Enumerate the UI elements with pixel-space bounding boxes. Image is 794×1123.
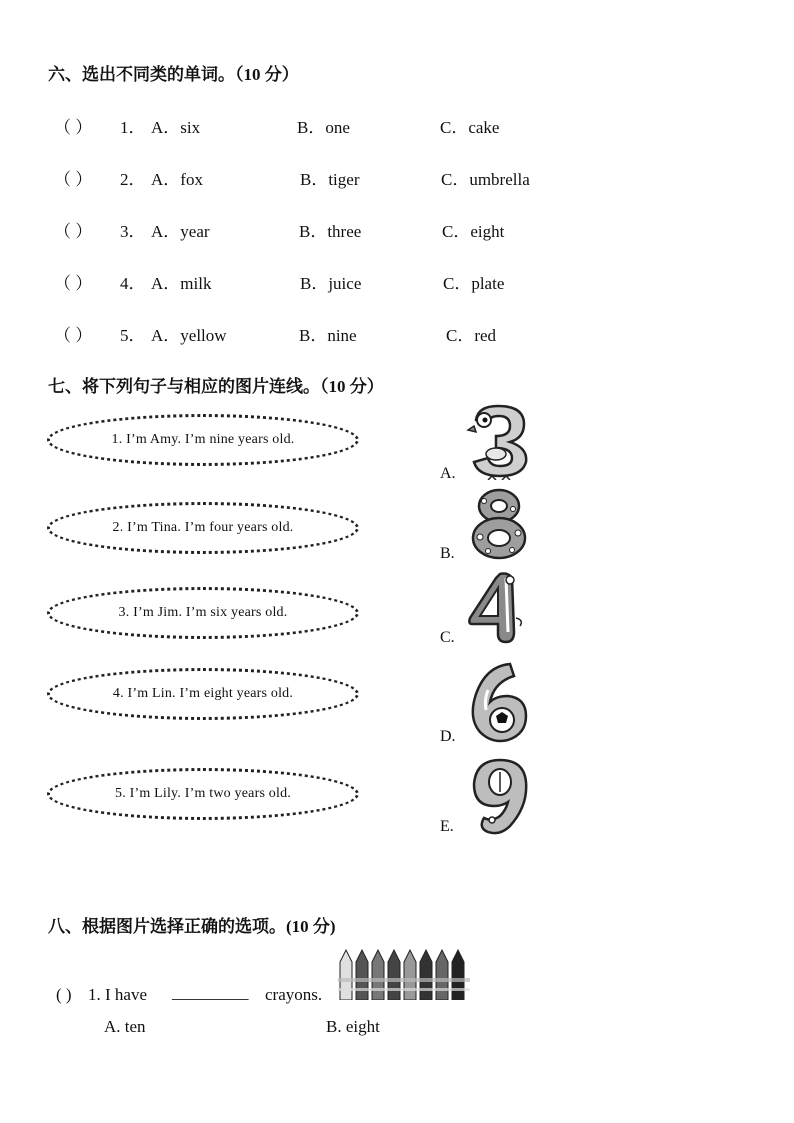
option-c: C．plate	[443, 274, 505, 293]
sentence-text: 4. I’m Lin. I’m eight years old.	[112, 686, 294, 701]
answer-blank[interactable]: _________	[172, 983, 249, 1002]
sentence-text: 1. I’m Amy. I’m nine years old.	[111, 432, 295, 447]
option-a: A．year	[151, 222, 210, 241]
option-c: C．red	[446, 326, 497, 345]
option-b: B．juice	[300, 274, 362, 293]
option-a: A．yellow	[151, 326, 227, 345]
option-c: C．cake	[440, 118, 500, 137]
option-b: B．tiger	[300, 170, 360, 189]
option-a: A. ten	[104, 1017, 146, 1036]
sentence-oval-2[interactable]	[47, 502, 359, 554]
option-a: A．milk	[151, 274, 212, 293]
answer-paren[interactable]: （ ）	[54, 274, 93, 293]
picture-label-d: D.	[440, 728, 456, 745]
sentence-text: 3. I’m Jim. I’m six years old.	[118, 605, 288, 620]
sentence-oval-4[interactable]	[47, 668, 359, 720]
section-8-heading: 八、根据图片选择正确的选项。(10 分)	[48, 917, 336, 936]
sentence-text: 5. I’m Lily. I’m two years old.	[115, 786, 291, 801]
question-number: 4．	[120, 274, 146, 293]
option-c: C．eight	[442, 222, 505, 241]
question-number: 5．	[120, 326, 146, 345]
sentence-oval-1[interactable]	[47, 414, 359, 466]
option-a: A．six	[151, 118, 201, 137]
number-6-ball-icon[interactable]	[466, 660, 532, 744]
question-stem: 1. I have	[88, 985, 148, 1004]
option-a: A．fox	[151, 170, 203, 189]
sentence-oval-5[interactable]	[47, 768, 359, 820]
question-tail: crayons.	[265, 985, 323, 1004]
picture-label-c: C.	[440, 629, 455, 646]
picture-label-b: B.	[440, 545, 455, 562]
section-7-heading: 七、将下列句子与相应的图片连线。（10 分）	[48, 377, 384, 396]
number-8-icon[interactable]	[468, 487, 530, 561]
option-b: B．one	[297, 118, 350, 137]
picture-label-e: E.	[440, 818, 454, 835]
number-9-icon[interactable]	[466, 756, 532, 836]
option-b: B. eight	[326, 1017, 380, 1036]
sentence-text: 2. I’m Tina. I’m four years old.	[112, 520, 294, 535]
answer-paren[interactable]: （ ）	[54, 326, 93, 345]
option-b: B．three	[299, 222, 362, 241]
answer-paren[interactable]: （ ）	[54, 222, 93, 241]
number-4-icon[interactable]	[466, 570, 532, 646]
number-3-duck-icon[interactable]	[466, 402, 536, 480]
answer-paren[interactable]: （ ）	[54, 170, 93, 189]
sentence-oval-3[interactable]	[47, 587, 359, 639]
question-number: 2．	[120, 170, 146, 189]
question-number: 3．	[120, 222, 146, 241]
picture-label-a: A.	[440, 465, 456, 482]
option-b: B．nine	[299, 326, 357, 345]
answer-paren[interactable]: （ ）	[54, 118, 93, 137]
question-number: 1．	[120, 118, 146, 137]
option-c: C．umbrella	[441, 170, 530, 189]
crayons-icon	[338, 948, 470, 1000]
answer-paren[interactable]: ( )	[56, 985, 72, 1004]
section-6-heading: 六、选出不同类的单词。（10 分）	[48, 65, 299, 84]
